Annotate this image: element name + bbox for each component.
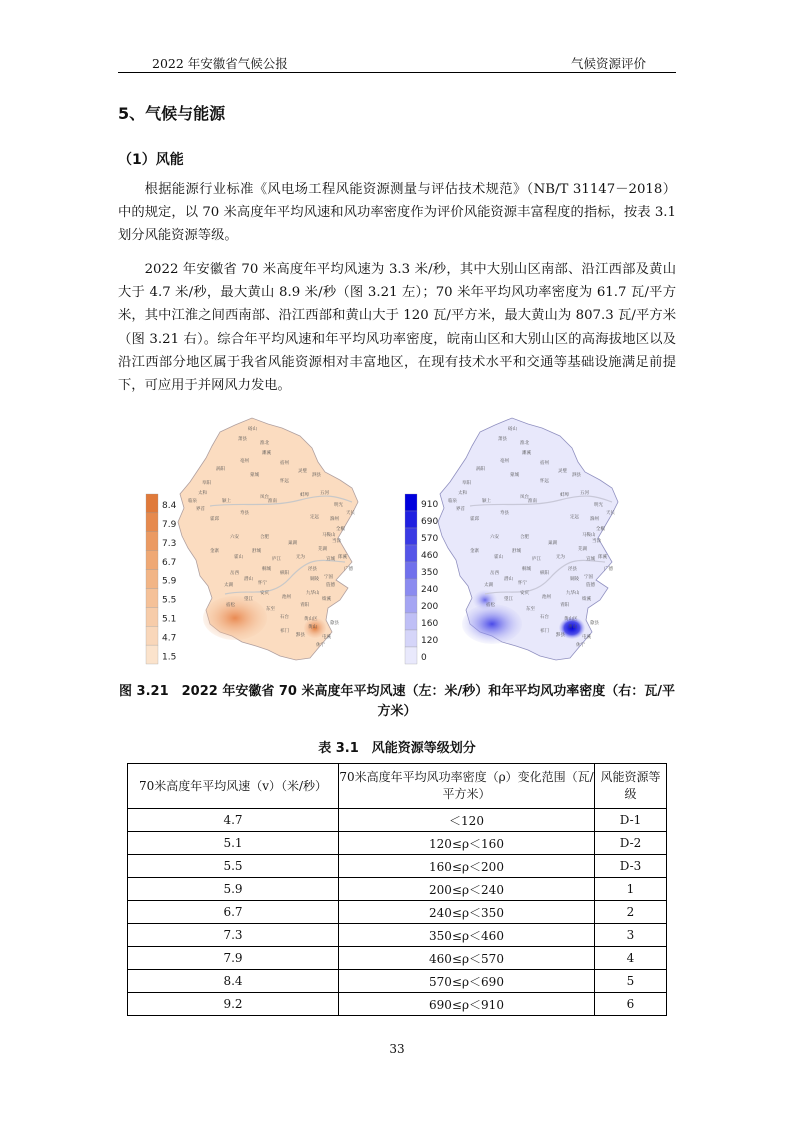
map-place-label: 宣城 — [326, 557, 335, 562]
map-place-label: 淮北 — [520, 441, 529, 446]
map-place-label: 泗县 — [572, 473, 581, 478]
map-place-label: 合肥 — [260, 535, 269, 540]
map-place-label: 安庆 — [520, 591, 529, 596]
legend-tick-label: 200 — [421, 601, 439, 612]
section-title: 5、气候与能源 — [118, 104, 226, 123]
map-place-label: 界首 — [456, 507, 465, 512]
map-place-label: 潜山 — [504, 577, 513, 582]
cell-grade: 5 — [595, 970, 667, 993]
cell-wind-speed: 7.3 — [128, 924, 339, 947]
map-place-label: 阜阳 — [462, 481, 471, 486]
left-high-speed-west — [203, 596, 267, 640]
map-place-label: 庐江 — [532, 557, 541, 562]
map-place-label: 淮南 — [268, 499, 277, 504]
legend-swatch — [146, 513, 158, 532]
map-place-label: 九华山 — [566, 591, 580, 596]
cell-grade: D-1 — [595, 809, 667, 832]
map-place-label: 祁门 — [280, 629, 289, 634]
map-place-label: 凤台 — [260, 495, 269, 500]
map-place-label: 砀山 — [248, 427, 257, 432]
map-place-label: 东至 — [266, 607, 275, 612]
map-place-label: 五河 — [320, 491, 329, 496]
header-grade: 风能资源等级 — [595, 764, 667, 809]
legend-tick-label: 910 — [421, 499, 439, 510]
map-place-label: 全椒 — [336, 527, 345, 532]
map-place-label: 临泉 — [188, 499, 197, 504]
cell-wind-speed: 6.7 — [128, 901, 339, 924]
map-place-label: 当涂 — [592, 539, 601, 544]
map-place-label: 屯溪 — [582, 635, 591, 640]
legend-tick-label: 5.1 — [162, 614, 177, 625]
legend-tick-label: 5.9 — [162, 576, 177, 587]
legend-swatch — [146, 570, 158, 589]
legend-tick-label: 240 — [421, 584, 439, 595]
map-place-label: 芜湖 — [318, 547, 327, 552]
table-row — [128, 855, 667, 878]
legend-tick-label: 350 — [421, 567, 439, 578]
map-place-label: 天长 — [346, 511, 355, 516]
map-place-label: 太和 — [198, 491, 207, 496]
map-place-label: 亳州 — [500, 459, 509, 464]
map-place-label: 旌德 — [326, 583, 335, 588]
map-place-label: 全椒 — [596, 527, 605, 532]
legend-swatch — [146, 626, 158, 645]
cell-wind-speed: 7.9 — [128, 947, 339, 970]
map-place-label: 石台 — [540, 615, 549, 620]
map-place-label: 青阳 — [300, 603, 309, 608]
map-place-label: 凤台 — [520, 495, 529, 500]
legend-swatch — [405, 562, 417, 579]
map-place-label: 怀远 — [280, 479, 289, 484]
paragraph-2: 2022 年安徽省 70 米高度年平均风速为 3.3 米/秒，其中大别山区南部、沿江西部及黄山大于 4.7 米/秒，最大黄山 8.9 米/秒（图 3.21 左）；70 米年平均风功率密度为 61.7 瓦/平方米，其中江淮之间西南部、沿江西部和黄山大于 120 瓦/平方米，最大黄山为 807.3 瓦/平方米（图 3.21 右）。综合年平均风速和年平均风功率密度，皖南山区和大别山区的高海拔地区以及沿江西部分地区属于我省风能资源相对丰富地区，在现有技术水平和交通等基础设施满足前提下，可应用于并网风力发电。 — [118, 262, 676, 394]
map-place-label: 无为 — [556, 555, 565, 560]
right-legend — [405, 494, 438, 664]
map-place-label: 霍山 — [494, 555, 503, 560]
wind-resource-grade-table — [127, 763, 667, 1016]
legend-tick-label: 120 — [421, 635, 439, 646]
map-place-label: 明光 — [334, 503, 343, 508]
figure-caption: 图 3.21 2022 年安徽省 70 米高度年平均风速（左：米/秒）和年平均风功率密度（右：瓦/平方米） — [119, 684, 675, 719]
cell-grade: 6 — [595, 993, 667, 1016]
legend-tick-label: 8.4 — [162, 501, 177, 512]
map-place-label: 萧县 — [498, 437, 507, 442]
map-place-label: 黄山区 — [564, 617, 578, 622]
map-place-label: 安庆 — [260, 591, 269, 596]
map-place-label: 马鞍山 — [322, 533, 336, 538]
table-row — [128, 970, 667, 993]
legend-tick-label: 160 — [421, 618, 439, 629]
legend-tick-label: 570 — [421, 533, 439, 544]
map-place-label: 望江 — [504, 597, 513, 602]
cell-power-density: 240≤ρ＜350 — [339, 901, 595, 924]
cell-power-density: 460≤ρ＜570 — [339, 947, 595, 970]
table-row — [128, 832, 667, 855]
map-place-label: 旌德 — [586, 583, 595, 588]
map-place-label: 潜山 — [244, 577, 253, 582]
map-place-label: 宿松 — [226, 603, 235, 608]
header-wind-speed: 70米高度年平均风速（v）（米/秒） — [128, 764, 339, 809]
map-place-label: 太湖 — [224, 583, 233, 588]
cell-power-density: 160≤ρ＜200 — [339, 855, 595, 878]
cell-wind-speed: 8.4 — [128, 970, 339, 993]
map-place-label: 砀山 — [508, 427, 517, 432]
map-place-label: 泗县 — [312, 473, 321, 478]
map-place-label: 黟县 — [296, 633, 305, 638]
map-place-label: 巢湖 — [288, 541, 297, 546]
table-row — [128, 924, 667, 947]
map-place-label: 濉溪 — [522, 451, 531, 456]
legend-tick-label: 690 — [421, 516, 439, 527]
map-place-label: 金寨 — [210, 549, 219, 554]
map-place-label: 歙县 — [330, 621, 339, 626]
left-legend — [146, 494, 177, 664]
map-place-label: 颍上 — [482, 499, 491, 504]
map-place-label: 泾县 — [568, 567, 577, 572]
table-row — [128, 993, 667, 1016]
cell-grade: 3 — [595, 924, 667, 947]
header-power-density: 70米高度年平均风功率密度（ρ）变化范围（瓦/平方米） — [339, 764, 595, 809]
right-high-density-west — [462, 604, 522, 644]
page-number: 33 — [389, 1042, 405, 1056]
cell-power-density: 120≤ρ＜160 — [339, 832, 595, 855]
map-place-label: 九华山 — [306, 591, 320, 596]
map-place-label: 宁国 — [584, 575, 593, 580]
cell-power-density: ＜120 — [339, 809, 595, 832]
map-place-label: 霍山 — [234, 555, 243, 560]
map-place-label: 青阳 — [560, 603, 569, 608]
map-place-label: 定远 — [310, 515, 319, 520]
map-place-label: 绩溪 — [322, 597, 331, 602]
map-place-label: 东至 — [526, 607, 535, 612]
map-place-label: 宣城 — [586, 557, 595, 562]
cell-wind-speed: 5.1 — [128, 832, 339, 855]
map-place-label: 当涂 — [332, 539, 341, 544]
legend-swatch — [146, 607, 158, 626]
map-place-label: 滁州 — [330, 517, 339, 522]
map-place-label: 霍邱 — [210, 517, 219, 522]
cell-wind-speed: 4.7 — [128, 809, 339, 832]
map-place-label: 歙县 — [590, 621, 599, 626]
cell-grade: D-3 — [595, 855, 667, 878]
map-place-label: 绩溪 — [582, 597, 591, 602]
map-place-label: 屯溪 — [322, 635, 331, 640]
table-row — [128, 878, 667, 901]
cell-grade: 4 — [595, 947, 667, 970]
map-place-label: 亳州 — [240, 459, 249, 464]
page-header — [118, 50, 676, 72]
map-place-label: 颍上 — [222, 499, 231, 504]
map-place-label: 巢湖 — [548, 541, 557, 546]
map-place-label: 泾县 — [308, 567, 317, 572]
header-left-title: 2022 年安徽省气候公报 — [152, 56, 288, 71]
cell-grade: D-2 — [595, 832, 667, 855]
map-place-label: 宿州 — [540, 461, 549, 466]
map-place-label: 临泉 — [448, 499, 457, 504]
map-place-label: 蒙城 — [510, 473, 519, 478]
map-place-label: 望江 — [244, 597, 253, 602]
legend-tick-label: 6.7 — [162, 557, 177, 568]
paragraph-1: 根据能源行业标准《风电场工程风能资源测量与评估技术规范》（NB/T 31147－2018）中的规定，以 70 米高度年平均风速和风功率密度作为评价风能资源丰富程度的指标，按表 3.1 划分风能资源等级。 — [118, 182, 676, 244]
map-place-label: 芜湖 — [578, 547, 587, 552]
map-place-label: 黟县 — [556, 633, 565, 638]
table-row — [128, 947, 667, 970]
map-place-label: 淮北 — [260, 441, 269, 446]
legend-swatch — [146, 494, 158, 513]
map-place-label: 黄山区 — [304, 617, 318, 622]
map-place-label: 太湖 — [484, 583, 493, 588]
cell-power-density: 200≤ρ＜240 — [339, 878, 595, 901]
cell-wind-speed: 5.5 — [128, 855, 339, 878]
map-place-label: 涡阳 — [216, 467, 225, 472]
legend-tick-label: 4.7 — [162, 633, 177, 644]
map-place-label: 休宁 — [316, 643, 325, 648]
cell-grade: 1 — [595, 878, 667, 901]
cell-power-density: 570≤ρ＜690 — [339, 970, 595, 993]
map-place-label: 合肥 — [520, 535, 529, 540]
header-right-title: 气候资源评价 — [570, 56, 646, 71]
map-place-label: 明光 — [594, 503, 603, 508]
map-place-label: 寿县 — [500, 511, 509, 516]
legend-tick-label: 0 — [421, 652, 427, 663]
legend-swatch — [405, 494, 417, 511]
map-place-label: 枞阳 — [280, 571, 289, 576]
map-place-label: 舒城 — [512, 549, 521, 554]
legend-tick-label: 5.5 — [162, 595, 177, 606]
legend-swatch — [405, 528, 417, 545]
map-place-label: 五河 — [580, 491, 589, 496]
map-place-label: 岳西 — [230, 571, 239, 576]
cell-grade: 2 — [595, 901, 667, 924]
map-place-label: 灵璧 — [558, 469, 567, 474]
legend-swatch — [405, 613, 417, 630]
cell-power-density: 350≤ρ＜460 — [339, 924, 595, 947]
table-header-row — [128, 764, 667, 809]
left-wind-speed-map — [178, 418, 358, 660]
map-place-label: 舒城 — [252, 549, 261, 554]
map-place-label: 石台 — [280, 615, 289, 620]
table-row — [128, 901, 667, 924]
map-place-label: 郎溪 — [338, 555, 347, 560]
wind-maps-svg — [140, 410, 650, 675]
map-place-label: 蚌埠 — [560, 493, 569, 498]
legend-swatch — [146, 588, 158, 607]
cell-wind-speed: 9.2 — [128, 993, 339, 1016]
table-row — [128, 809, 667, 832]
right-power-density-map — [438, 418, 618, 660]
map-place-label: 庐江 — [272, 557, 281, 562]
map-place-label: 萧县 — [238, 437, 247, 442]
map-place-label: 淮南 — [528, 499, 537, 504]
map-place-label: 桐城 — [522, 567, 531, 572]
map-place-label: 怀宁 — [258, 581, 267, 586]
map-place-label: 六安 — [230, 535, 239, 540]
legend-swatch — [405, 511, 417, 528]
map-place-label: 无为 — [296, 555, 305, 560]
map-place-label: 祁门 — [540, 629, 549, 634]
map-place-label: 广德 — [604, 567, 613, 572]
table-caption: 表 3.1 风能资源等级划分 — [318, 741, 476, 756]
cell-power-density: 690≤ρ＜910 — [339, 993, 595, 1016]
map-place-label: 黄山 — [568, 625, 577, 630]
map-place-label: 郎溪 — [598, 555, 607, 560]
map-place-label: 池州 — [542, 595, 551, 600]
legend-swatch — [405, 579, 417, 596]
map-place-label: 定远 — [570, 515, 579, 520]
map-place-label: 阜阳 — [202, 481, 211, 486]
map-place-label: 太和 — [458, 491, 467, 496]
map-place-label: 六安 — [490, 535, 499, 540]
legend-swatch — [146, 532, 158, 551]
map-place-label: 蒙城 — [250, 473, 259, 478]
map-place-label: 池州 — [282, 595, 291, 600]
map-place-label: 金寨 — [470, 549, 479, 554]
legend-swatch — [405, 630, 417, 647]
map-place-label: 天长 — [606, 511, 615, 516]
legend-swatch — [146, 551, 158, 570]
map-place-label: 马鞍山 — [582, 533, 596, 538]
map-place-label: 桐城 — [262, 567, 271, 572]
legend-tick-label: 460 — [421, 550, 439, 561]
map-place-label: 涡阳 — [476, 467, 485, 472]
map-place-label: 铜陵 — [570, 577, 579, 582]
map-place-label: 濉溪 — [262, 451, 271, 456]
map-place-label: 怀远 — [540, 479, 549, 484]
map-place-label: 滁州 — [590, 517, 599, 522]
map-place-label: 怀宁 — [518, 581, 527, 586]
map-place-label: 霍邱 — [470, 517, 479, 522]
map-place-label: 宿州 — [280, 461, 289, 466]
map-place-label: 枞阳 — [540, 571, 549, 576]
header-divider — [118, 72, 676, 73]
legend-tick-label: 7.9 — [162, 520, 177, 531]
legend-tick-label: 1.5 — [162, 652, 177, 663]
table-body — [128, 809, 667, 1016]
legend-tick-label: 7.3 — [162, 538, 177, 549]
map-place-label: 黄山 — [308, 625, 317, 630]
legend-swatch — [405, 647, 417, 664]
subsection-title: （1）风能 — [118, 152, 184, 168]
map-place-label: 界首 — [196, 507, 205, 512]
map-place-label: 岳西 — [490, 571, 499, 576]
legend-swatch — [405, 596, 417, 613]
legend-swatch — [146, 645, 158, 664]
map-place-label: 蚌埠 — [300, 493, 309, 498]
map-place-label: 宿松 — [486, 603, 495, 608]
map-place-label: 休宁 — [576, 643, 585, 648]
map-place-label: 宁国 — [324, 575, 333, 580]
map-place-label: 灵璧 — [298, 469, 307, 474]
map-place-label: 寿县 — [240, 511, 249, 516]
legend-swatch — [405, 545, 417, 562]
map-place-label: 铜陵 — [310, 577, 319, 582]
cell-wind-speed: 5.9 — [128, 878, 339, 901]
map-place-label: 广德 — [344, 567, 353, 572]
wind-maps-figure — [140, 410, 650, 675]
